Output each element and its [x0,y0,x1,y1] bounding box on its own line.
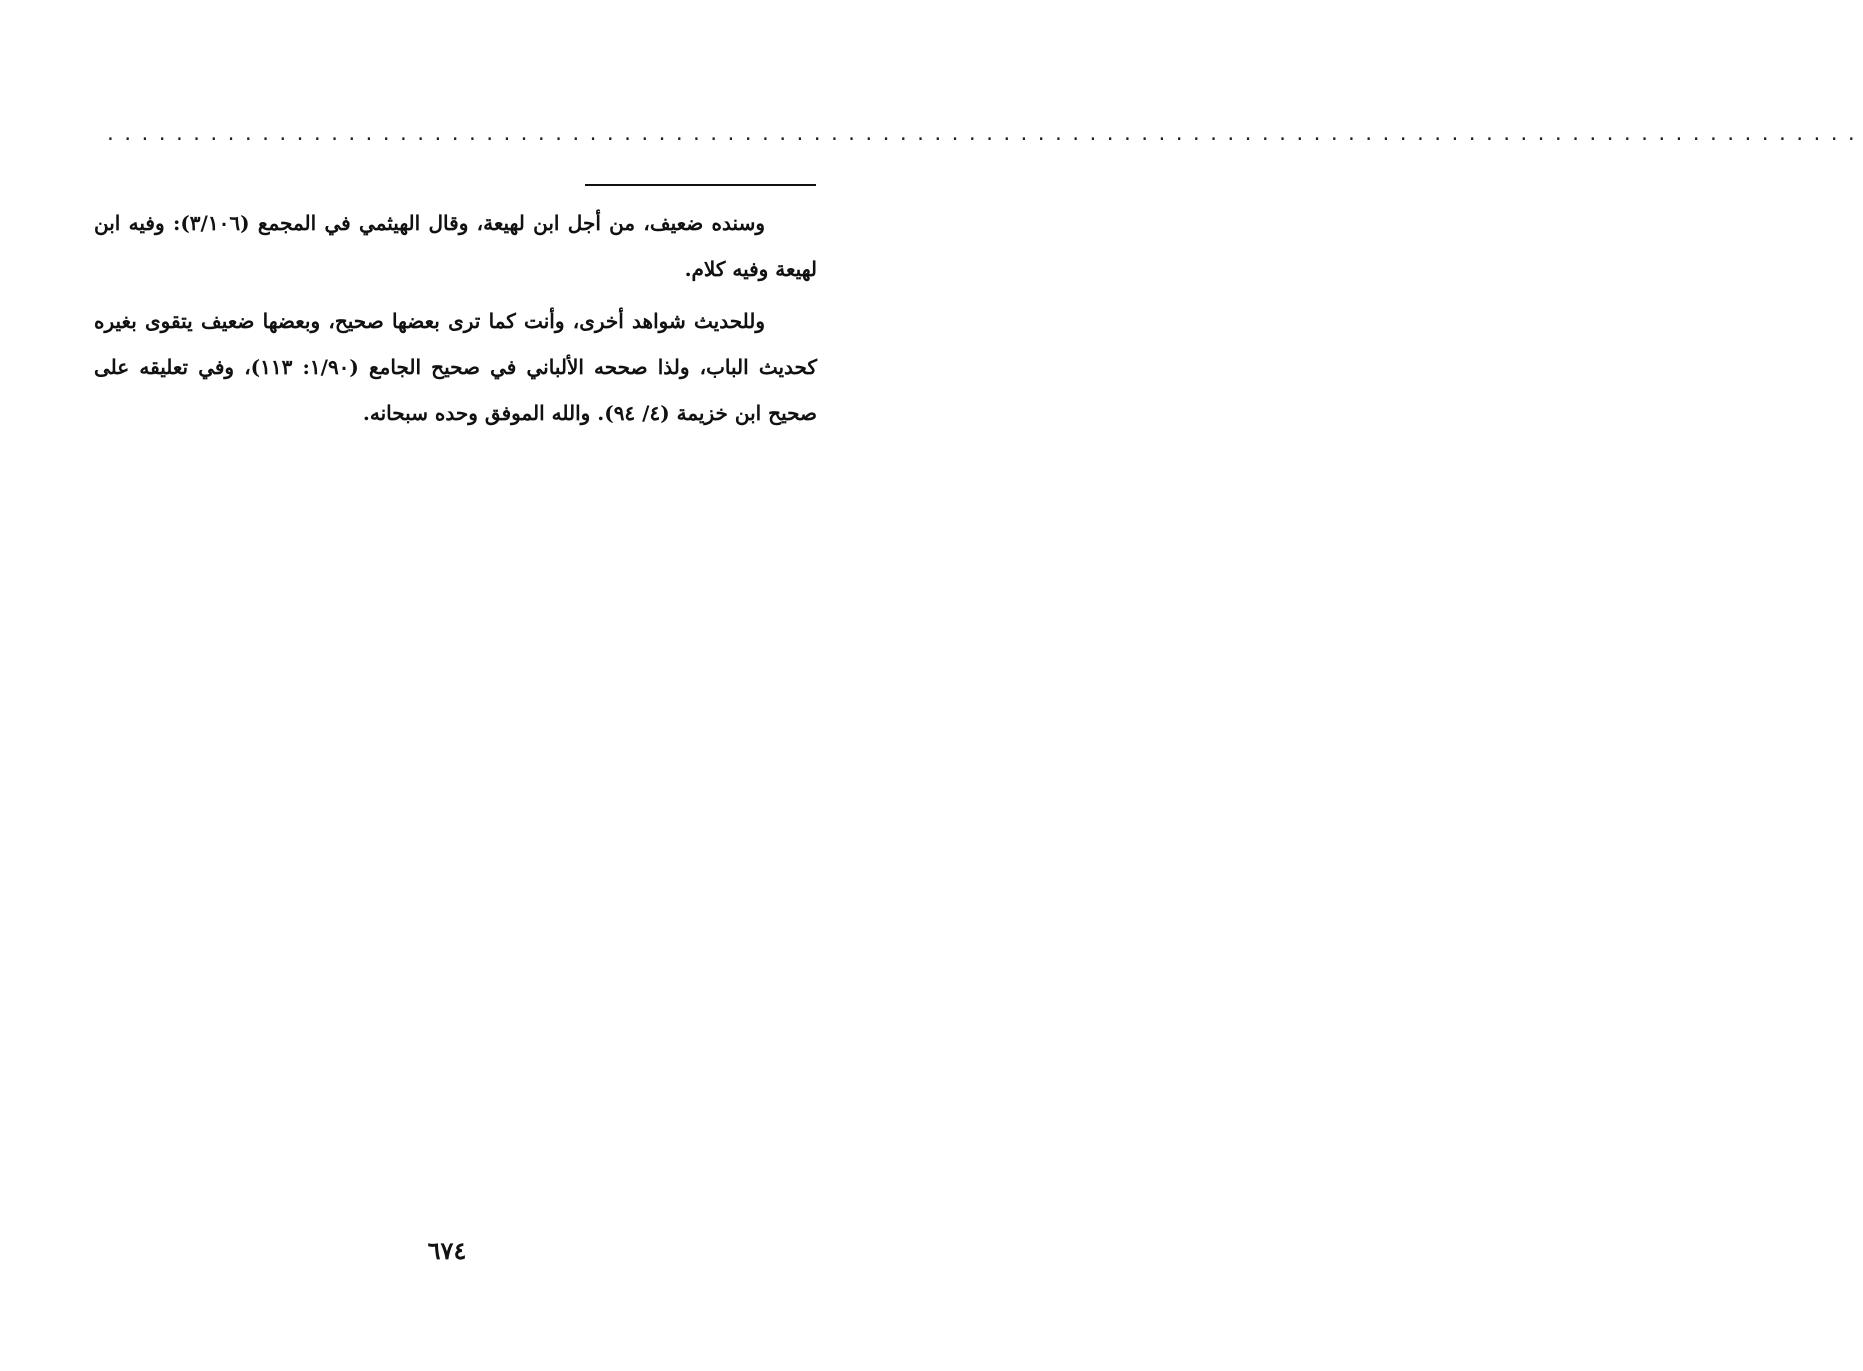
dotted-separator: ...................................................................................................... [105,124,1863,145]
footnote-paragraph: وسنده ضعيف، من أجل ابن لهيعة، وقال الهيثمي في المجمع (٣/١٠٦): وفيه ابن لهيعة وفيه كلام. [94,211,817,281]
page-number: ٦٧٤ [427,1236,467,1265]
footnotes-section [94,200,817,442]
footnote-divider-line [585,184,816,186]
footnote-paragraph: وللحديث شواهد أخرى، وأنت كما ترى بعضها صحيح، وبعضها ضعيف يتقوى بغيره كحديث الباب، ولذا صححه الألباني في صحيح الجامع (١/٩٠: ١١٣)، وفي تعليقه على صحيح ابن خزيمة (٤/ ٩٤). والله الموفق وحده سبحانه. [94,309,817,425]
